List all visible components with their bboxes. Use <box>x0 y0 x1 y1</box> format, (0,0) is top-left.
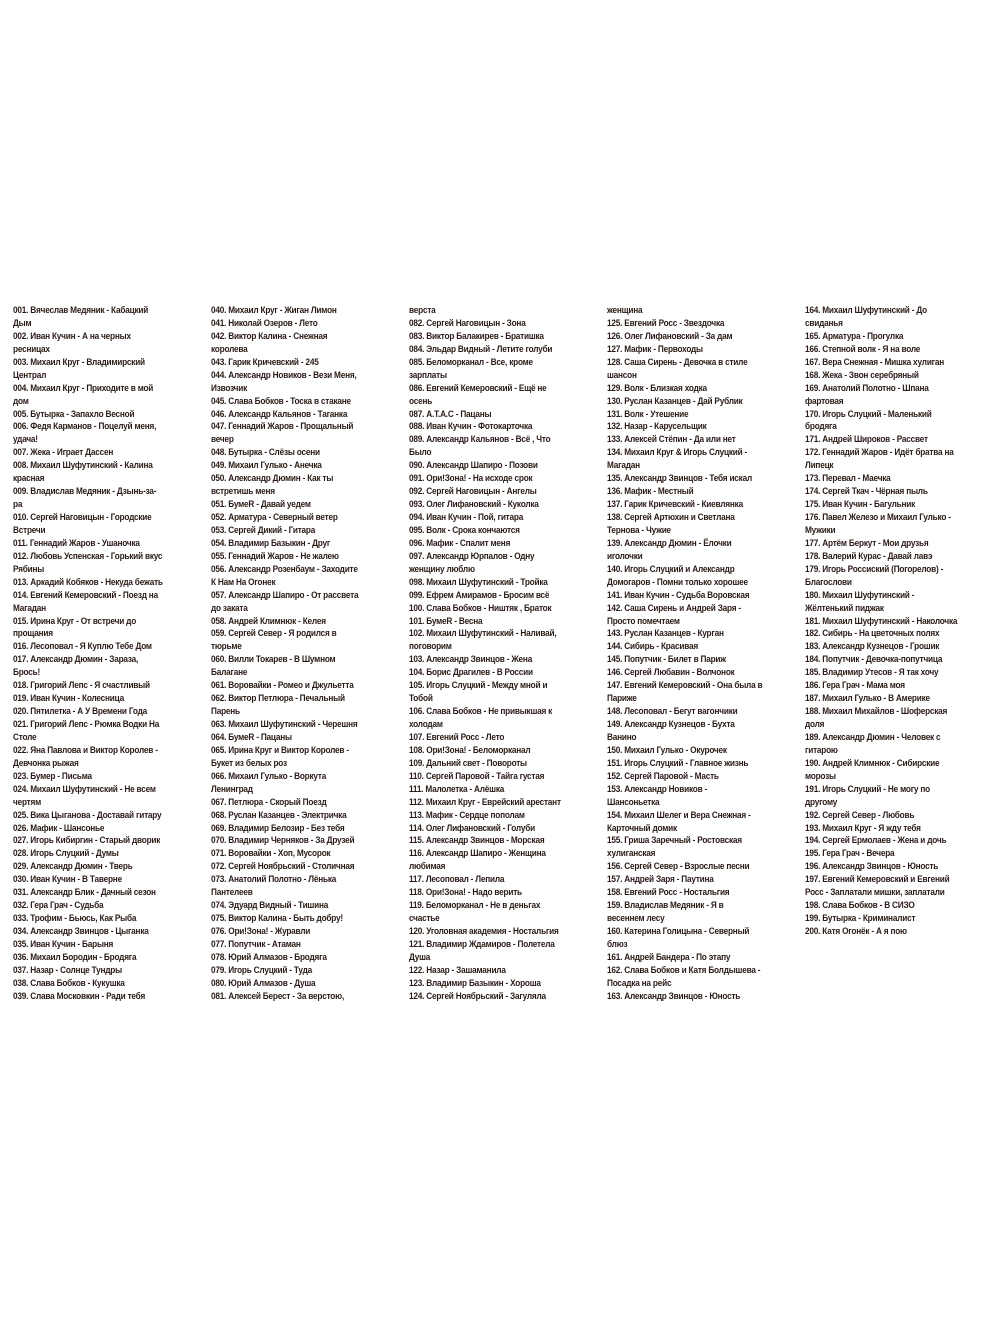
track-list-line: 180. Михаил Шуфутинский - <box>805 589 915 601</box>
track-list-line: Балагане <box>211 667 248 679</box>
track-list-line: 065. Ирина Круг и Виктор Королев - <box>211 744 349 756</box>
track-list-line: 167. Вера Снежная - Мишка хулиган <box>805 356 945 368</box>
track-list-line: 133. Алексей Стёпин - Да или нет <box>607 434 736 446</box>
track-list-line: 072. Сергей Ноябрьский - Столичная <box>211 861 355 873</box>
track-list-line: свиданья <box>805 317 843 329</box>
track-list-line: верста <box>409 305 436 316</box>
track-list-line: вечер <box>211 434 234 446</box>
track-list-line: 058. Андрей Климнюк - Келея <box>211 615 326 627</box>
track-list-line: 145. Попутчик - Билет в Париж <box>607 654 726 666</box>
track-list-line: 054. Владимир Базыкин - Друг <box>211 537 331 549</box>
track-list-line: 039. Слава Московкин - Ради тебя <box>13 990 146 1002</box>
track-list-line: 142. Саша Сирень и Андрей Заря - <box>607 602 741 614</box>
track-list-line: 028. Игорь Слуцкий - Думы <box>13 848 119 860</box>
track-list-line: 191. Игорь Слуцкий - Не могу по <box>805 783 930 795</box>
track-list-line: 084. Эльдар Видный - Летите голуби <box>409 343 553 355</box>
track-list-line: 040. Михаил Круг - Жиган Лимон <box>211 305 337 316</box>
track-list-line: 099. Ефрем Амирамов - Бросим всё <box>409 589 550 601</box>
track-list-line: 110. Сергей Паровой - Тайга густая <box>409 770 545 782</box>
track-list-line: 019. Иван Кучин - Колесница <box>13 693 124 705</box>
track-list-line: 043. Гарик Кричевский - 245 <box>211 356 319 368</box>
track-list-line: прощания <box>13 628 53 640</box>
track-list-line: 074. Эдуард Видный - Тишина <box>211 900 329 912</box>
track-list-line: 182. Сибирь - На цветочных полях <box>805 628 940 640</box>
track-list-line: Мужики <box>805 524 836 536</box>
track-list-line: 063. Михаил Шуфутинский - Черешня <box>211 719 358 730</box>
track-list-line: 015. Ирина Круг - От встречи до <box>13 615 137 627</box>
track-list-line: 075. Виктор Калина - Быть добру! <box>211 913 343 925</box>
track-list-line: гитарою <box>805 744 838 756</box>
track-list-line: 010. Сергей Наговицын - Городские <box>13 512 152 523</box>
track-list-line: встретишь меня <box>211 486 275 498</box>
track-list-line: 163. Александр Звинцов - Юность <box>607 990 741 1002</box>
track-list-line: 013. Аркадий Кобяков - Некуда бежать <box>13 576 163 588</box>
track-list-line: 131. Волк - Утешение <box>607 408 689 420</box>
track-list-line: 071. Воровайки - Хоп, Мусорок <box>211 848 331 860</box>
track-list-line: бродяга <box>805 421 837 433</box>
track-list-line: Брось! <box>13 667 41 679</box>
track-list-line: Карточный домик <box>607 822 677 834</box>
track-list-line: поговорим <box>409 641 452 653</box>
track-list-line: 124. Сергей Ноябрьский - Загуляла <box>409 990 546 1002</box>
track-list-line: 174. Сергей Ткач - Чёрная пыль <box>805 486 928 498</box>
track-list-line: 021. Григорий Лепс - Рюмка Водки На <box>13 719 160 730</box>
track-list-line: 150. Михаил Гулько - Окурочек <box>607 744 727 756</box>
track-list-line: 051. БумеR - Давай уедем <box>211 499 311 511</box>
track-list-line: 037. Назар - Солнце Тундры <box>13 964 122 976</box>
track-list-line: 030. Иван Кучин - В Таверне <box>13 874 122 886</box>
track-list-line: иголочки <box>607 550 643 562</box>
track-list-line: 103. Александр Звинцов - Жена <box>409 654 533 666</box>
track-list-line: тюрьме <box>211 641 242 653</box>
track-list-line: 106. Слава Бобков - Не привыкшая к <box>409 706 553 718</box>
track-list-line: Шансоньетка <box>607 796 660 808</box>
track-list-line: 129. Волк - Близкая ходка <box>607 382 707 394</box>
track-list-line: 115. Александр Звинцов - Морская <box>409 835 545 847</box>
track-list-line: 055. Геннадий Жаров - Не жалею <box>211 550 339 562</box>
track-list-line: 194. Сергей Ермолаев - Жена и дочь <box>805 835 947 847</box>
track-list-line: 018. Григорий Лепс - Я счастливый <box>13 680 150 692</box>
track-list-line: 005. Бутырка - Запахло Весной <box>13 408 135 420</box>
track-list-line: Централ <box>13 369 47 381</box>
track-list-line: 177. Артём Беркут - Мои друзья <box>805 537 929 549</box>
track-list-line: 135. Александр Звинцов - Тебя искал <box>607 473 752 485</box>
track-list-line: 169. Анатолий Полотно - Шпана <box>805 382 929 394</box>
track-list-line: 123. Владимир Базыкин - Хороша <box>409 977 541 989</box>
track-list-line: Букет из белых роз <box>211 757 287 769</box>
track-list-line: ресницах <box>13 343 50 355</box>
track-list-line: 178. Валерий Курас - Давай лавэ <box>805 550 933 562</box>
track-list-line: 151. Игорь Слуцкий - Главное жизнь <box>607 757 749 769</box>
track-list-line: 076. Ори!Зона! - Журавли <box>211 926 311 937</box>
track-list-line: 008. Михаил Шуфутинский - Калина <box>13 460 153 472</box>
track-list-line: 001. Вячеслав Медяник - Кабацкий <box>13 305 149 316</box>
track-list-line: 090. Александр Шапиро - Позови <box>409 460 538 472</box>
track-list-line: 136. Мафик - Местный <box>607 486 694 498</box>
track-list-line: 127. Мафик - Первоходы <box>607 343 703 355</box>
track-list-line: 022. Яна Павлова и Виктор Королев - <box>13 744 158 756</box>
track-list-line: 104. Борис Драгилев - В России <box>409 667 533 679</box>
track-list-line: 162. Слава Бобков и Катя Болдышева - <box>607 964 761 976</box>
track-list-line: блюз <box>607 938 628 950</box>
track-list-line: 128. Саша Сирень - Девочка в стиле <box>607 356 748 368</box>
track-list-line: 188. Михаил Михайлов - Шоферская <box>805 706 948 718</box>
track-list-line: 152. Сергей Паровой - Масть <box>607 770 719 782</box>
track-list-line: 149. Александр Кузнецов - Бухта <box>607 719 735 730</box>
track-list-line: 077. Попутчик - Атаман <box>211 938 301 950</box>
track-list-line: 049. Михаил Гулько - Анечка <box>211 460 322 472</box>
track-list-line: 146. Сергей Любавин - Волчонок <box>607 667 735 679</box>
track-list-line: 033. Трофим - Бьюсь, Как Рыба <box>13 913 137 925</box>
track-list-line: 067. Петлюра - Скорый Поезд <box>211 796 327 808</box>
track-list-line: женщина <box>607 305 643 316</box>
track-list-line: 097. Александр Юрпалов - Одну <box>409 550 535 562</box>
track-list-line: 117. Лесоповал - Лепила <box>409 874 505 886</box>
track-list-line: Магадан <box>13 602 46 614</box>
track-list-line: 185. Владимир Утесов - Я так хочу <box>805 667 939 679</box>
track-list-line: Тобой <box>409 693 433 705</box>
track-list-line: 160. Катерина Голицына - Северный <box>607 926 750 937</box>
track-list-line: 095. Волк - Срока кончаются <box>409 524 520 536</box>
track-list-line: 053. Сергей Дикий - Гитара <box>211 524 316 536</box>
track-list-line: 012. Любовь Успенская - Горький вкус <box>13 550 163 562</box>
track-list-line: 132. Назар - Карусельщик <box>607 421 707 433</box>
track-list-line: 046. Александр Кальянов - Таганка <box>211 408 348 420</box>
track-list-line: 189. Александр Дюмин - Человек с <box>805 731 941 743</box>
track-list-line: 138. Сергей Артюхин и Светлана <box>607 512 735 523</box>
track-list-line: Ванино <box>607 731 637 743</box>
track-list-line: 070. Владимир Черняков - За Друзей <box>211 835 355 847</box>
track-list-line: удача! <box>13 434 38 446</box>
track-list-line: шансон <box>607 369 637 381</box>
track-list-line: 038. Слава Бобков - Кукушка <box>13 977 125 989</box>
track-list-line: Посадка на рейс <box>607 977 672 989</box>
track-list-line: 187. Михаил Гулько - В Америке <box>805 693 930 705</box>
track-list-line: Магадан <box>607 460 640 472</box>
track-list-line: 091. Ори!Зона! - На исходе срок <box>409 473 533 485</box>
track-list-line: Встречи <box>13 524 46 536</box>
track-list-line: 125. Евгений Росс - Звездочка <box>607 317 725 329</box>
track-list-line: Душа <box>409 951 431 963</box>
track-list-line: 126. Олег Лифановский - За дам <box>607 330 733 342</box>
track-list-line: 044. Александр Новиков - Вези Меня, <box>211 369 357 381</box>
track-list-line: 166. Степной волк - Я на воле <box>805 343 921 355</box>
track-list-line: 121. Владимир Ждамиров - Полетела <box>409 938 555 950</box>
track-list-line: Дым <box>13 317 32 329</box>
track-list-line: 107. Евгений Росс - Лето <box>409 731 505 743</box>
track-list-line: 155. Гриша Заречный - Ростовская <box>607 835 742 847</box>
track-list-line: 147. Евгений Кемеровский - Она была в <box>607 680 763 692</box>
track-list-line: 168. Жека - Звон серебряный <box>805 369 919 381</box>
track-list-line: 193. Михаил Круг - Я жду тебя <box>805 822 921 834</box>
track-list-line: 195. Гера Грач - Вечера <box>805 848 895 860</box>
track-list-line: Просто помечтаем <box>607 615 680 627</box>
track-list-line: 042. Виктор Калина - Снежная <box>211 330 328 342</box>
track-list-line: 048. Бутырка - Слёзы осени <box>211 447 320 459</box>
track-list-line: 096. Мафик - Спалит меня <box>409 537 511 549</box>
track-list-line: 002. Иван Кучин - А на черных <box>13 330 131 342</box>
track-list-line: 027. Игорь Кибиргин - Старый дворик <box>13 835 161 847</box>
track-list-line: фартовая <box>805 395 844 407</box>
track-list-line: Домогаров - Помни только хорошее <box>607 576 748 588</box>
track-list-line: Извозчик <box>211 382 247 394</box>
track-list-line: 148. Лесоповал - Бегут вагончики <box>607 706 738 718</box>
track-list-line: 184. Попутчик - Девочка-попутчица <box>805 654 943 666</box>
track-list-line: 093. Олег Лифановский - Куколка <box>409 499 539 511</box>
track-list-line: 122. Назар - Зашаманила <box>409 964 506 976</box>
track-list-line: Девчонка рыжая <box>13 757 79 769</box>
track-list-line: Жёлтенький пиджак <box>805 602 884 614</box>
track-list-line: 158. Евгений Росс - Ностальгия <box>607 887 730 899</box>
track-list-line: женщину люблю <box>409 563 475 575</box>
track-list-line: 176. Павел Железо и Михаил Гулько - <box>805 512 951 523</box>
track-list-line: осень <box>409 395 433 407</box>
track-list-line: морозы <box>805 770 836 782</box>
track-list-line: счастье <box>409 913 440 925</box>
track-list-line: 101. БумеR - Весна <box>409 615 483 627</box>
track-list-line: 020. Пятилетка - А У Времени Года <box>13 706 148 718</box>
track-list-line: 079. Игорь Слуцкий - Туда <box>211 964 312 976</box>
track-list-line: 080. Юрий Алмазов - Душа <box>211 977 316 989</box>
track-list-line: красная <box>13 473 45 485</box>
track-list-line: Париже <box>607 693 637 705</box>
track-list-line: зарплаты <box>409 369 447 381</box>
track-list-line: 141. Иван Кучин - Судьба Воровская <box>607 589 750 601</box>
track-list-line: 007. Жека - Играет Дассен <box>13 447 114 459</box>
track-list-line: весеннем лесу <box>607 913 665 925</box>
track-list-line: 082. Сергей Наговицын - Зона <box>409 317 526 329</box>
track-list-line: 186. Гера Грач - Мама моя <box>805 680 905 692</box>
track-list-line: 017. Александр Дюмин - Зараза, <box>13 654 139 666</box>
track-list-line: 057. Александр Шапиро - От рассвета <box>211 589 359 601</box>
track-list-line: 078. Юрий Алмазов - Бродяга <box>211 951 327 963</box>
track-list-line: 175. Иван Кучин - Багульник <box>805 499 916 511</box>
track-list-line: 032. Гера Грач - Судьба <box>13 900 104 912</box>
track-list-line: 137. Гарик Кричевский - Киевлянка <box>607 499 743 511</box>
track-list-line: 036. Михаил Бородин - Бродяга <box>13 951 137 963</box>
track-list-line: 154. Михаил Шелег и Вера Снежная - <box>607 809 751 821</box>
tracklist-column-5 <box>805 305 995 939</box>
track-list-line: 086. Евгений Кемеровский - Ещё не <box>409 382 547 394</box>
track-list-line: 009. Владислав Медяник - Дзынь-за- <box>13 486 157 498</box>
track-list-line: 026. Мафик - Шансонье <box>13 822 105 834</box>
track-list-line: 006. Федя Карманов - Поцелуй меня, <box>13 421 157 433</box>
track-list-line: 112. Михаил Круг - Еврейский арестант <box>409 796 561 808</box>
track-list-line: 200. Катя Огонёк - А я пою <box>805 926 907 937</box>
track-list-line: 014. Евгений Кемеровский - Поезд на <box>13 589 158 601</box>
track-list-line: 087. А.Т.А.С - Пацаны <box>409 408 492 420</box>
track-list-line: 196. Александр Звинцов - Юность <box>805 861 939 873</box>
track-list-line: 113. Мафик - Сердце пополам <box>409 809 525 821</box>
track-list-line: Пантелеев <box>211 887 253 899</box>
track-list-line: 088. Иван Кучин - Фотокарточка <box>409 421 533 433</box>
track-list-line: чертям <box>13 796 41 808</box>
track-list-line: 140. Игорь Слуцкий и Александр <box>607 563 735 575</box>
track-list-line: 197. Евгений Кемеровский и Евгений <box>805 874 950 886</box>
track-list-line: 144. Сибирь - Красивая <box>607 641 698 653</box>
track-list-line: 192. Сергей Север - Любовь <box>805 809 915 821</box>
track-list-line: Росс - Заплатали мишки, заплатали <box>805 887 945 899</box>
track-list-line: 029. Александр Дюмин - Тверь <box>13 861 133 873</box>
track-list-line: 003. Михаил Круг - Владимирский <box>13 356 145 368</box>
track-list-line: 183. Александр Кузнецов - Грошик <box>805 641 940 653</box>
track-list-line: 016. Лесоповал - Я Куплю Тебе Дом <box>13 641 152 653</box>
track-list-line: 100. Слава Бобков - Ништяк , Браток <box>409 602 552 614</box>
track-list-line: 062. Виктор Петлюра - Печальный <box>211 693 345 705</box>
track-list-line: 068. Руслан Казанцев - Электричка <box>211 809 347 821</box>
track-list-line: 061. Воровайки - Ромео и Джульетта <box>211 680 354 692</box>
track-list-line: 024. Михаил Шуфутинский - Не всем <box>13 783 156 795</box>
tracklist-column-1 <box>13 305 203 1004</box>
track-list-line: до заката <box>211 602 248 614</box>
track-list-line: 050. Александр Дюмин - Как ты <box>211 473 334 485</box>
track-list-line: 171. Андрей Широков - Рассвет <box>805 434 928 446</box>
track-list-line: 011. Геннадий Жаров - Ушаночка <box>13 537 140 549</box>
track-list-line: 173. Перевал - Маечка <box>805 473 891 485</box>
track-list-line: 023. Бумер - Письма <box>13 770 92 782</box>
track-list-line: 159. Владислав Медяник - Я в <box>607 900 724 912</box>
track-list-line: 108. Ори!Зона! - Беломорканал <box>409 744 531 756</box>
track-list-line: 060. Вилли Токарев - В Шумном <box>211 654 336 666</box>
track-list-line: 035. Иван Кучин - Барыня <box>13 938 114 950</box>
track-list-line: ра <box>13 499 23 511</box>
track-list-line: 114. Олег Лифановский - Голуби <box>409 822 535 834</box>
track-list-line: 085. Беломорканал - Все, кроме <box>409 356 533 368</box>
track-list-line: 170. Игорь Слуцкий - Маленький <box>805 408 932 420</box>
track-list-line: 064. БумеR - Пацаны <box>211 731 292 743</box>
track-list-line: 199. Бутырка - Криминалист <box>805 913 916 925</box>
track-list-line: 118. Ори!Зона! - Надо верить <box>409 887 522 899</box>
track-list-line: 059. Сергей Север - Я родился в <box>211 628 337 640</box>
track-list-line: 190. Андрей Климнюк - Сибирские <box>805 757 940 769</box>
track-list-line: К Нам На Огонек <box>211 576 276 588</box>
track-list-line: 179. Игорь Россиский (Погорелов) - <box>805 563 944 575</box>
track-list-line: 056. Александр Розенбаум - Заходите <box>211 563 358 575</box>
track-list-line: 139. Александр Дюмин - Ёлочки <box>607 537 732 549</box>
track-list-line: 083. Виктор Балакирев - Братишка <box>409 330 544 342</box>
track-list-line: Парень <box>211 706 240 718</box>
track-list-line: Липецк <box>805 460 834 472</box>
track-list-line: 073. Анатолий Полотно - Лёнька <box>211 874 337 886</box>
track-list-line: 120. Уголовная академия - Ностальгия <box>409 926 559 937</box>
track-list-line: 181. Михаил Шуфутинский - Наколочка <box>805 615 958 627</box>
track-list-line: 081. Алексей Берест - За верстою, <box>211 990 345 1002</box>
track-list-line: 092. Сергей Наговицын - Ангелы <box>409 486 537 498</box>
track-list-line: 098. Михаил Шуфутинский - Тройка <box>409 576 548 588</box>
track-list-line: 105. Игорь Слуцкий - Между мной и <box>409 680 548 692</box>
track-list-line: 025. Вика Цыганова - Доставай гитару <box>13 809 162 821</box>
track-list-line: 116. Александр Шапиро - Женщина <box>409 848 546 860</box>
track-list-line: 045. Слава Бобков - Тоска в стакане <box>211 395 351 407</box>
track-list-line: хулиганская <box>607 848 656 860</box>
track-list-line: 156. Сергей Север - Взрослые песни <box>607 861 750 873</box>
track-list-line: 041. Николай Озеров - Лето <box>211 317 318 329</box>
track-list-line: 069. Владимир Белозир - Без тебя <box>211 822 345 834</box>
track-list-line: 153. Александр Новиков - <box>607 783 708 795</box>
track-list-line: 165. Арматура - Прогулка <box>805 330 904 342</box>
track-list-line: Благослови <box>805 576 852 588</box>
track-list-line: 198. Слава Бобков - В СИЗО <box>805 900 915 912</box>
track-list-line: 094. Иван Кучин - Пой, гитара <box>409 512 524 523</box>
track-list-line: Рябины <box>13 563 45 575</box>
track-list-line: 172. Геннадий Жаров - Идёт братва на <box>805 447 954 459</box>
track-list-line: доля <box>805 719 825 730</box>
track-list-line: 102. Михаил Шуфутинский - Наливай, <box>409 628 557 640</box>
track-list-line: другому <box>805 796 838 808</box>
track-list-line: Ленинград <box>211 783 253 795</box>
track-list-line: 130. Руслан Казанцев - Дай Рублик <box>607 395 743 407</box>
tracklist-column-3 <box>409 305 599 1004</box>
track-list-line: холодам <box>409 719 443 730</box>
tracklist-column-2 <box>211 305 401 1004</box>
track-list-line: 109. Дальний свет - Повороты <box>409 757 527 769</box>
track-list-line: Столе <box>13 731 37 743</box>
track-list-line: 161. Андрей Бандера - По этапу <box>607 951 731 963</box>
track-list-line: королева <box>211 343 248 355</box>
track-list-line: 066. Михаил Гулько - Воркута <box>211 770 327 782</box>
track-list-line: 143. Руслан Казанцев - Курган <box>607 628 724 640</box>
track-list-line: 034. Александр Звинцов - Цыганка <box>13 926 149 937</box>
track-list-line: 089. Александр Кальянов - Всё , Что <box>409 434 551 446</box>
track-list-line: 031. Александр Блик - Дачный сезон <box>13 887 156 899</box>
track-list-line: 004. Михаил Круг - Приходите в мой <box>13 382 154 394</box>
track-list-line: любимая <box>409 861 446 873</box>
track-list-line: 157. Андрей Заря - Паутина <box>607 874 714 886</box>
track-list-line: Было <box>409 447 432 459</box>
track-list-line: 052. Арматура - Северный ветер <box>211 512 338 523</box>
track-list-line: Тернова - Чужие <box>607 524 671 536</box>
track-list-line: 134. Михаил Круг & Игорь Слуцкий - <box>607 447 748 459</box>
track-list-line: 164. Михаил Шуфутинский - До <box>805 305 927 316</box>
tracklist-column-4 <box>607 305 797 1004</box>
track-list-line: дом <box>13 395 29 407</box>
track-list-line: 111. Малолетка - Алёшка <box>409 783 505 795</box>
track-list-line: 047. Геннадий Жаров - Прощальный <box>211 421 354 433</box>
track-list-line: 119. Беломорканал - Не в деньгах <box>409 900 541 912</box>
